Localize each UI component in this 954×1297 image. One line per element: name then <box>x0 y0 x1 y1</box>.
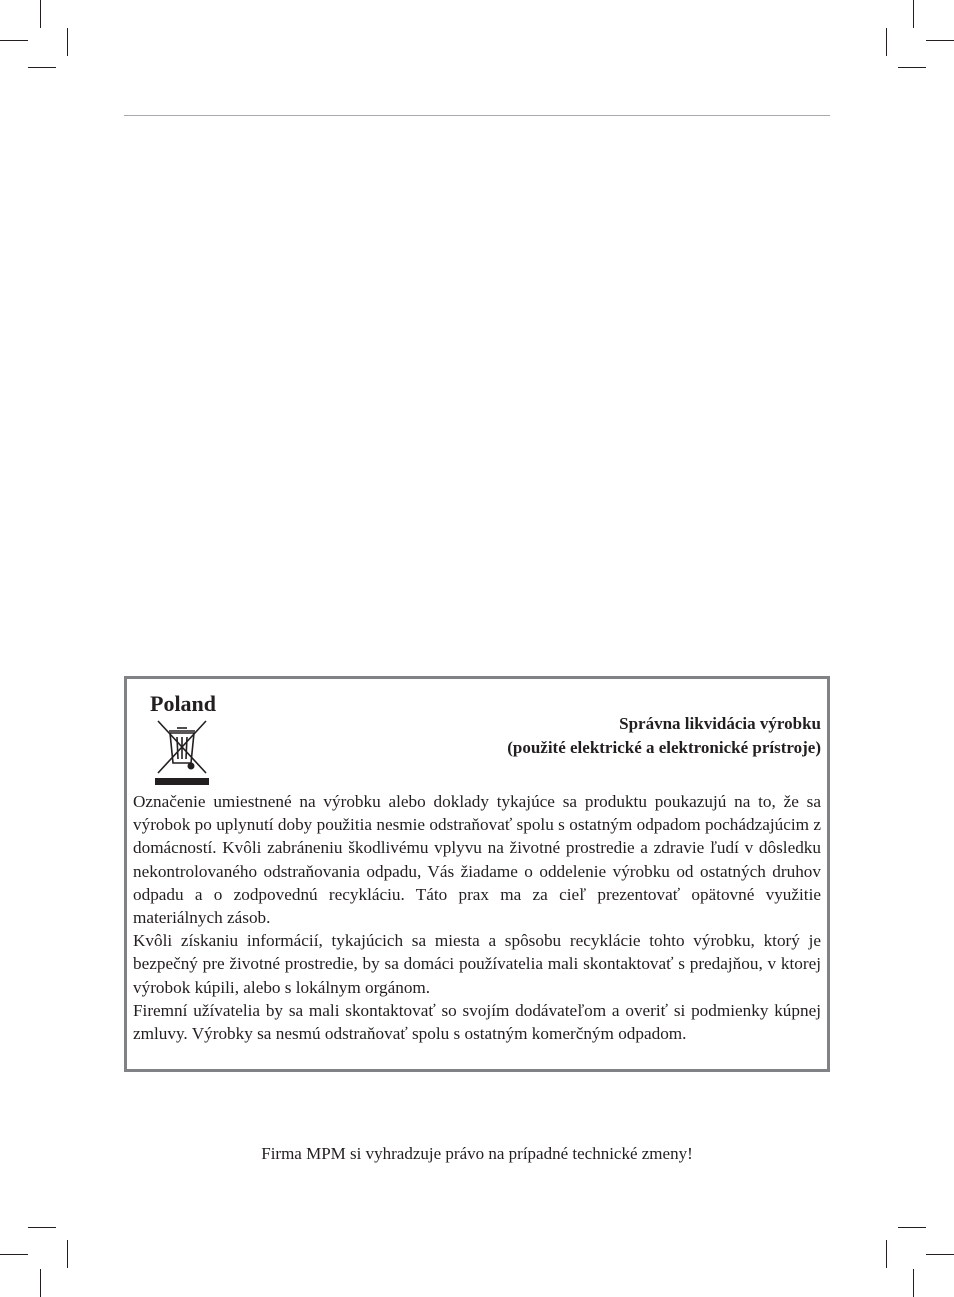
crop-mark <box>28 1227 56 1228</box>
crop-mark <box>28 67 56 68</box>
crop-mark <box>898 67 926 68</box>
crop-mark <box>67 1240 68 1268</box>
notice-paragraph: Kvôli získaniu informácií, tykajúcich sa miesta a spôsobu recyklácie tohto výrobku, ktorý je bezpečný pre životné prostredie, by sa domáci používatelia mali skontaktovať s predajňou, v ktorej výrobok kúpili, alebo s lokálnym orgánom. <box>133 931 821 997</box>
notice-heading <box>507 712 821 760</box>
heading-subtitle: (použité elektrické a elektronické prístroje) <box>507 738 821 757</box>
crop-mark <box>0 40 28 41</box>
crossed-out-wheelie-bin-icon <box>154 719 210 785</box>
notice-paragraph: Označenie umiestnené na výrobku alebo doklady tykajúce sa produktu poukazujú na to, že sa výrobok po uplynutí doby použitia nesmie odstraňovať spolu s ostatným odpadom pochádzajúcim z domácností. Kvôli zabráneniu škodlivému vplyvu na životné prostredie a zdravie ľudí v dôsledku nekontrolovaného odstraňovania odpadu, Vás žiadame o oddelenie výrobku od ostatných druhov odpadu a o zodpovednú recykláciu. Táto prax ma za cieľ prezentovať opätovné využitie materiálnych zásob. <box>133 792 821 928</box>
footer-note: Firma MPM si vyhradzuje právo na prípadné technické zmeny! <box>261 1144 693 1163</box>
header-rule <box>124 115 830 116</box>
crop-mark <box>0 1254 28 1255</box>
country-label: Poland <box>150 691 217 716</box>
crop-mark <box>926 40 954 41</box>
crop-mark <box>926 1254 954 1255</box>
heading-title: Správna likvidácia výrobku <box>619 714 821 733</box>
crop-mark <box>67 28 68 56</box>
crop-mark <box>898 1227 926 1228</box>
crop-mark <box>886 28 887 56</box>
crop-mark <box>913 1269 914 1297</box>
crop-mark <box>886 1240 887 1268</box>
crop-mark <box>40 1269 41 1297</box>
crop-mark <box>913 0 914 28</box>
notice-body <box>133 790 821 1045</box>
disposal-notice-box <box>124 676 830 1072</box>
notice-paragraph: Firemní užívatelia by sa mali skontaktovať so svojím dodávateľom a overiť si podmienky kúpnej zmluvy. Výrobky sa nesmú odstraňovať spolu s ostatným komerčným odpadom. <box>133 1000 821 1044</box>
crop-mark <box>40 0 41 28</box>
